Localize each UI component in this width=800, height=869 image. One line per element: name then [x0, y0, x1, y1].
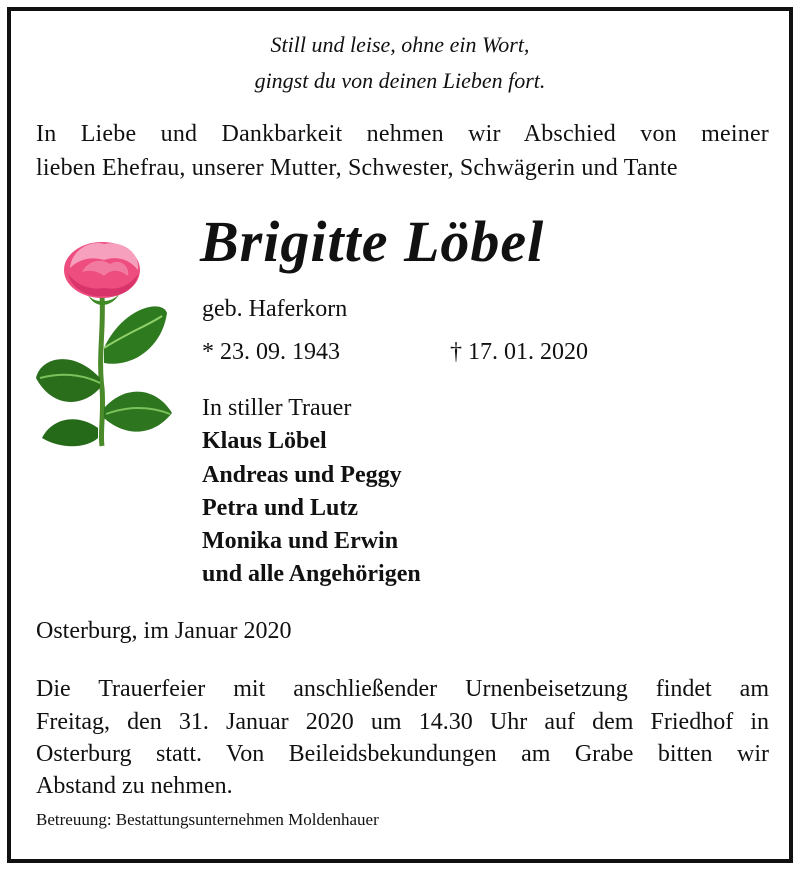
ceremony-line-3: Osterburg statt. Von Beileidsbekundungen am Grabe bitten wir [36, 741, 769, 767]
ceremony-line-2: Freitag, den 31. Januar 2020 um 14.30 Uhr auf dem Friedhof in [36, 709, 769, 735]
intro-line-2: lieben Ehefrau, unserer Mutter, Schwester, Schwägerin und Tante [36, 155, 678, 181]
mourner-name: Petra und Lutz [202, 495, 358, 521]
deceased-name: Brigitte Löbel [200, 209, 545, 274]
mourner-name: Monika und Erwin [202, 528, 399, 554]
rose-image [32, 238, 182, 450]
maiden-name: geb. Haferkorn [202, 296, 348, 322]
motto-line-1: Still und leise, ohne ein Wort, [270, 32, 530, 57]
birth-date: * 23. 09. 1943 [202, 339, 340, 365]
mourners-heading: In stiller Trauer [202, 395, 352, 421]
mourner-name: und alle Angehörigen [202, 561, 421, 587]
ceremony-line-4: Abstand zu nehmen. [36, 773, 233, 799]
death-date: † 17. 01. 2020 [450, 339, 588, 365]
motto-line-2: gingst du von deinen Lieben fort. [254, 68, 546, 93]
mourner-name: Klaus Löbel [202, 428, 327, 454]
place-date: Osterburg, im Januar 2020 [36, 618, 292, 644]
footer-credit: Betreuung: Bestattungsunternehmen Moldenhauer [36, 810, 379, 829]
ceremony-line-1: Die Trauerfeier mit anschließender Urnenbeisetzung findet am [36, 676, 769, 702]
intro-line-1: In Liebe und Dankbarkeit nehmen wir Abschied von meiner [36, 121, 769, 147]
mourner-name: Andreas und Peggy [202, 462, 402, 488]
